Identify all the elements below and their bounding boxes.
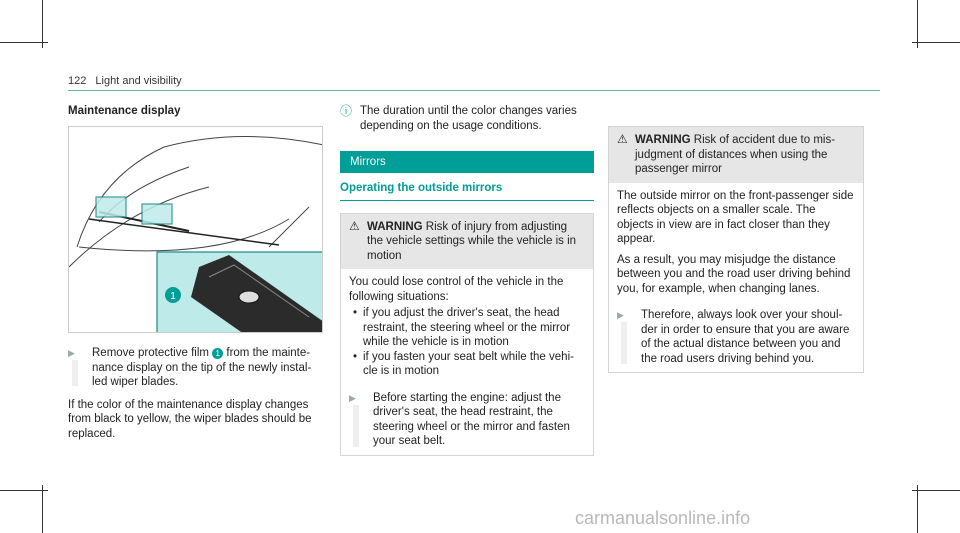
middle-column	[340, 104, 594, 456]
subheading: Operating the outside mirrors	[340, 181, 594, 201]
crop-mark	[42, 0, 43, 48]
crop-mark	[917, 0, 918, 48]
triangle-right-icon: ▶	[349, 392, 356, 403]
left-column	[68, 104, 326, 119]
step-bar	[353, 405, 359, 447]
watermark: carmanualsonline.info	[575, 508, 751, 528]
section-heading: Maintenance display	[68, 105, 181, 117]
warning-list	[349, 306, 585, 379]
step-text-rest: from the mainte- nance display on the tip of the newly instal- led wiper blades.	[92, 347, 312, 388]
step-bar	[621, 322, 627, 364]
wiper-figure	[68, 126, 323, 333]
info-note	[340, 104, 594, 133]
page-number: 122	[68, 75, 87, 87]
section-band: Mirrors	[340, 151, 594, 173]
warning-icon: ⚠	[617, 132, 628, 146]
warning-header	[609, 127, 863, 183]
warning-subject: Risk of injury from adjusting the vehicle settings while the vehicle is in motion	[367, 220, 577, 262]
list-item: • if you adjust the driver's seat, the head restraint, the steering wheel or the mirror while the vehicle is in motion	[363, 306, 585, 350]
crop-mark	[912, 42, 960, 43]
instruction-step	[349, 391, 585, 449]
left-text	[68, 346, 326, 441]
right-column	[608, 126, 864, 373]
triangle-right-icon: ▶	[617, 310, 624, 320]
step-bar	[72, 360, 78, 386]
paragraph: As a result, you may misjudge the distance between you and the road user driving behind you, for example, when changing lanes.	[617, 253, 851, 295]
crop-mark	[0, 490, 48, 491]
crop-mark	[42, 485, 43, 533]
note-paragraph: If the color of the maintenance display changes from black to yellow, the wiper blades should be replaced.	[68, 398, 312, 440]
header-rule	[68, 90, 880, 91]
info-text: The duration until the color changes varies depending on the usage conditions.	[360, 105, 577, 132]
triangle-right-icon: ▶	[68, 348, 75, 358]
info-icon: ⓘ	[340, 104, 353, 118]
warning-box	[340, 213, 594, 456]
warning-title: WARNING	[367, 220, 423, 233]
paragraph: The outside mirror on the front-passenger side reflects objects on a smaller scale. The objects in view are in fact closer than they appear.	[617, 189, 854, 245]
warning-title: WARNING	[635, 134, 691, 146]
warning-box	[608, 126, 864, 373]
warning-header	[341, 214, 593, 270]
crop-mark	[912, 490, 960, 491]
instruction-step	[617, 308, 855, 366]
step-text: Therefore, always look over your shoul- der in order to ensure that you are aware of the actual distance between you and the road users driving behind you.	[641, 309, 850, 365]
callout-badge: 1	[212, 348, 223, 359]
warning-text: You could lose control of the vehicle in the following situations:	[349, 276, 564, 303]
section-title: Light and visibility	[95, 75, 182, 87]
list-item: • if you fasten your seat belt while the vehi- cle is in motion	[363, 350, 585, 379]
crop-mark	[917, 485, 918, 533]
step-text: Remove protective film	[92, 347, 209, 359]
warning-body	[341, 269, 593, 455]
step-text: Before starting the engine: adjust the driver's seat, the head restraint, the steering wheel or the mirror and fasten your seat belt.	[373, 391, 570, 447]
warning-body	[609, 183, 863, 373]
warning-icon: ⚠	[349, 218, 360, 233]
warning-subject: Risk of accident due to mis- judgment of distances when using the passenger mirror	[635, 134, 836, 175]
figure-callout: 1	[170, 291, 176, 302]
crop-mark	[0, 42, 48, 43]
page-header	[68, 75, 182, 87]
instruction-step	[68, 346, 326, 390]
